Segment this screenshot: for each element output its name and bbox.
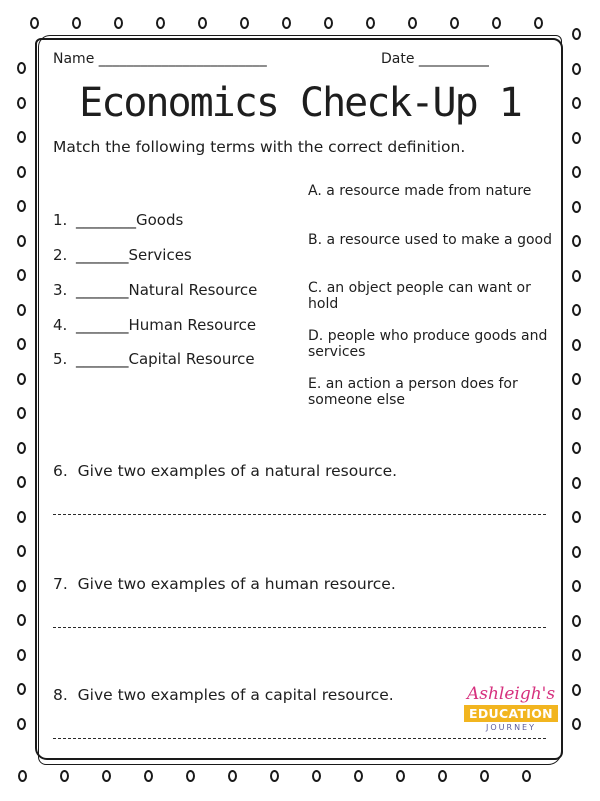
question-number: 7. <box>53 575 68 593</box>
border-circle-icon <box>114 17 123 29</box>
border-circle-icon <box>240 17 249 29</box>
border-circle-icon <box>17 718 26 730</box>
border-circle-icon <box>17 235 26 247</box>
border-circle-icon <box>572 649 581 661</box>
question-number: 6. <box>53 462 68 480</box>
border-circle-icon <box>572 684 581 696</box>
brand-logo-top: Ashleigh's <box>466 684 556 704</box>
border-circle-icon <box>312 770 321 782</box>
term-number: 4. <box>53 316 68 334</box>
border-circle-icon <box>17 373 26 385</box>
border-circle-icon <box>156 17 165 29</box>
border-circle-icon <box>572 511 581 523</box>
border-circle-icon <box>572 546 581 558</box>
brand-logo-bottom: JOURNEY <box>486 723 536 732</box>
definition-letter: C. <box>308 280 323 296</box>
border-circle-icon <box>572 580 581 592</box>
definition-item <box>308 328 558 360</box>
border-circle-icon <box>572 339 581 351</box>
border-circle-icon <box>572 166 581 178</box>
border-circle-icon <box>17 407 26 419</box>
question-text: Give two examples of a natural resource. <box>77 462 398 480</box>
border-circle-icon <box>366 17 375 29</box>
question-item <box>53 575 396 593</box>
border-circle-icon <box>572 270 581 282</box>
question-item <box>53 462 397 480</box>
definition-text: an object people can want or hold <box>308 280 531 312</box>
border-circle-icon <box>17 683 26 695</box>
border-circle-icon <box>17 580 26 592</box>
border-circle-icon <box>17 511 26 523</box>
answer-line[interactable] <box>53 738 546 739</box>
border-circle-icon <box>17 545 26 557</box>
border-circle-icon <box>450 17 459 29</box>
border-circle-icon <box>198 17 207 29</box>
term-number: 5. <box>53 350 68 368</box>
definition-text: a resource used to make a good <box>326 232 552 248</box>
border-circle-icon <box>17 304 26 316</box>
definition-letter: E. <box>308 376 322 392</box>
date-field-label: Date __________ <box>381 51 489 67</box>
definition-letter: A. <box>308 183 322 199</box>
border-circle-icon <box>438 770 447 782</box>
border-circle-icon <box>522 770 531 782</box>
name-field-label: Name ________________________ <box>53 51 267 67</box>
border-circle-icon <box>102 770 111 782</box>
term-text: _______Natural Resource <box>76 281 258 299</box>
term-text: _______Capital Resource <box>76 350 255 368</box>
answer-line[interactable] <box>53 514 546 515</box>
border-circle-icon <box>572 28 581 40</box>
border-circle-icon <box>17 649 26 661</box>
brand-logo-middle: EDUCATION <box>464 705 558 722</box>
border-circle-icon <box>17 200 26 212</box>
border-circle-icon <box>492 17 501 29</box>
question-text: Give two examples of a human resource. <box>77 575 396 593</box>
border-circle-icon <box>572 442 581 454</box>
border-circle-icon <box>270 770 279 782</box>
definition-item <box>308 280 558 312</box>
term-number: 1. <box>53 211 68 229</box>
border-circle-icon <box>572 63 581 75</box>
border-circle-icon <box>144 770 153 782</box>
border-circle-icon <box>228 770 237 782</box>
term-text: _______Human Resource <box>76 316 257 334</box>
definition-letter: B. <box>308 232 323 248</box>
border-circle-icon <box>17 476 26 488</box>
border-circle-icon <box>572 373 581 385</box>
border-circle-icon <box>72 17 81 29</box>
border-circle-icon <box>17 442 26 454</box>
border-circle-icon <box>534 17 543 29</box>
border-circle-icon <box>30 17 39 29</box>
brand-logo <box>464 684 558 732</box>
border-circle-icon <box>17 269 26 281</box>
border-circle-icon <box>282 17 291 29</box>
border-circle-icon <box>572 132 581 144</box>
term-number: 3. <box>53 281 68 299</box>
question-text: Give two examples of a capital resource. <box>77 686 394 704</box>
definition-text: people who produce goods and services <box>308 328 548 360</box>
definition-item <box>308 376 558 408</box>
border-circle-icon <box>17 166 26 178</box>
border-circle-icon <box>572 718 581 730</box>
border-circle-icon <box>17 62 26 74</box>
border-circle-icon <box>572 201 581 213</box>
border-circle-icon <box>396 770 405 782</box>
definition-letter: D. <box>308 328 324 344</box>
page-title: Economics Check-Up 1 <box>79 80 521 126</box>
term-text: ________Goods <box>76 211 184 229</box>
border-circle-icon <box>60 770 69 782</box>
border-circle-icon <box>17 131 26 143</box>
border-circle-icon <box>572 615 581 627</box>
question-item <box>53 686 394 704</box>
definition-item <box>308 232 558 248</box>
definition-text: an action a person does for someone else <box>308 376 518 408</box>
border-circle-icon <box>354 770 363 782</box>
border-circle-icon <box>186 770 195 782</box>
term-number: 2. <box>53 246 68 264</box>
definition-text: a resource made from nature <box>326 183 532 199</box>
border-circle-icon <box>572 304 581 316</box>
border-circle-icon <box>17 338 26 350</box>
definition-item <box>308 183 558 199</box>
answer-line[interactable] <box>53 627 546 628</box>
border-circle-icon <box>480 770 489 782</box>
border-circle-icon <box>324 17 333 29</box>
term-text: _______Services <box>76 246 192 264</box>
border-circle-icon <box>408 17 417 29</box>
border-circle-icon <box>18 770 27 782</box>
border-circle-icon <box>572 408 581 420</box>
question-number: 8. <box>53 686 68 704</box>
instructions: Match the following terms with the correct definition. <box>53 138 466 156</box>
border-circle-icon <box>17 614 26 626</box>
border-circle-icon <box>572 235 581 247</box>
border-circle-icon <box>572 477 581 489</box>
